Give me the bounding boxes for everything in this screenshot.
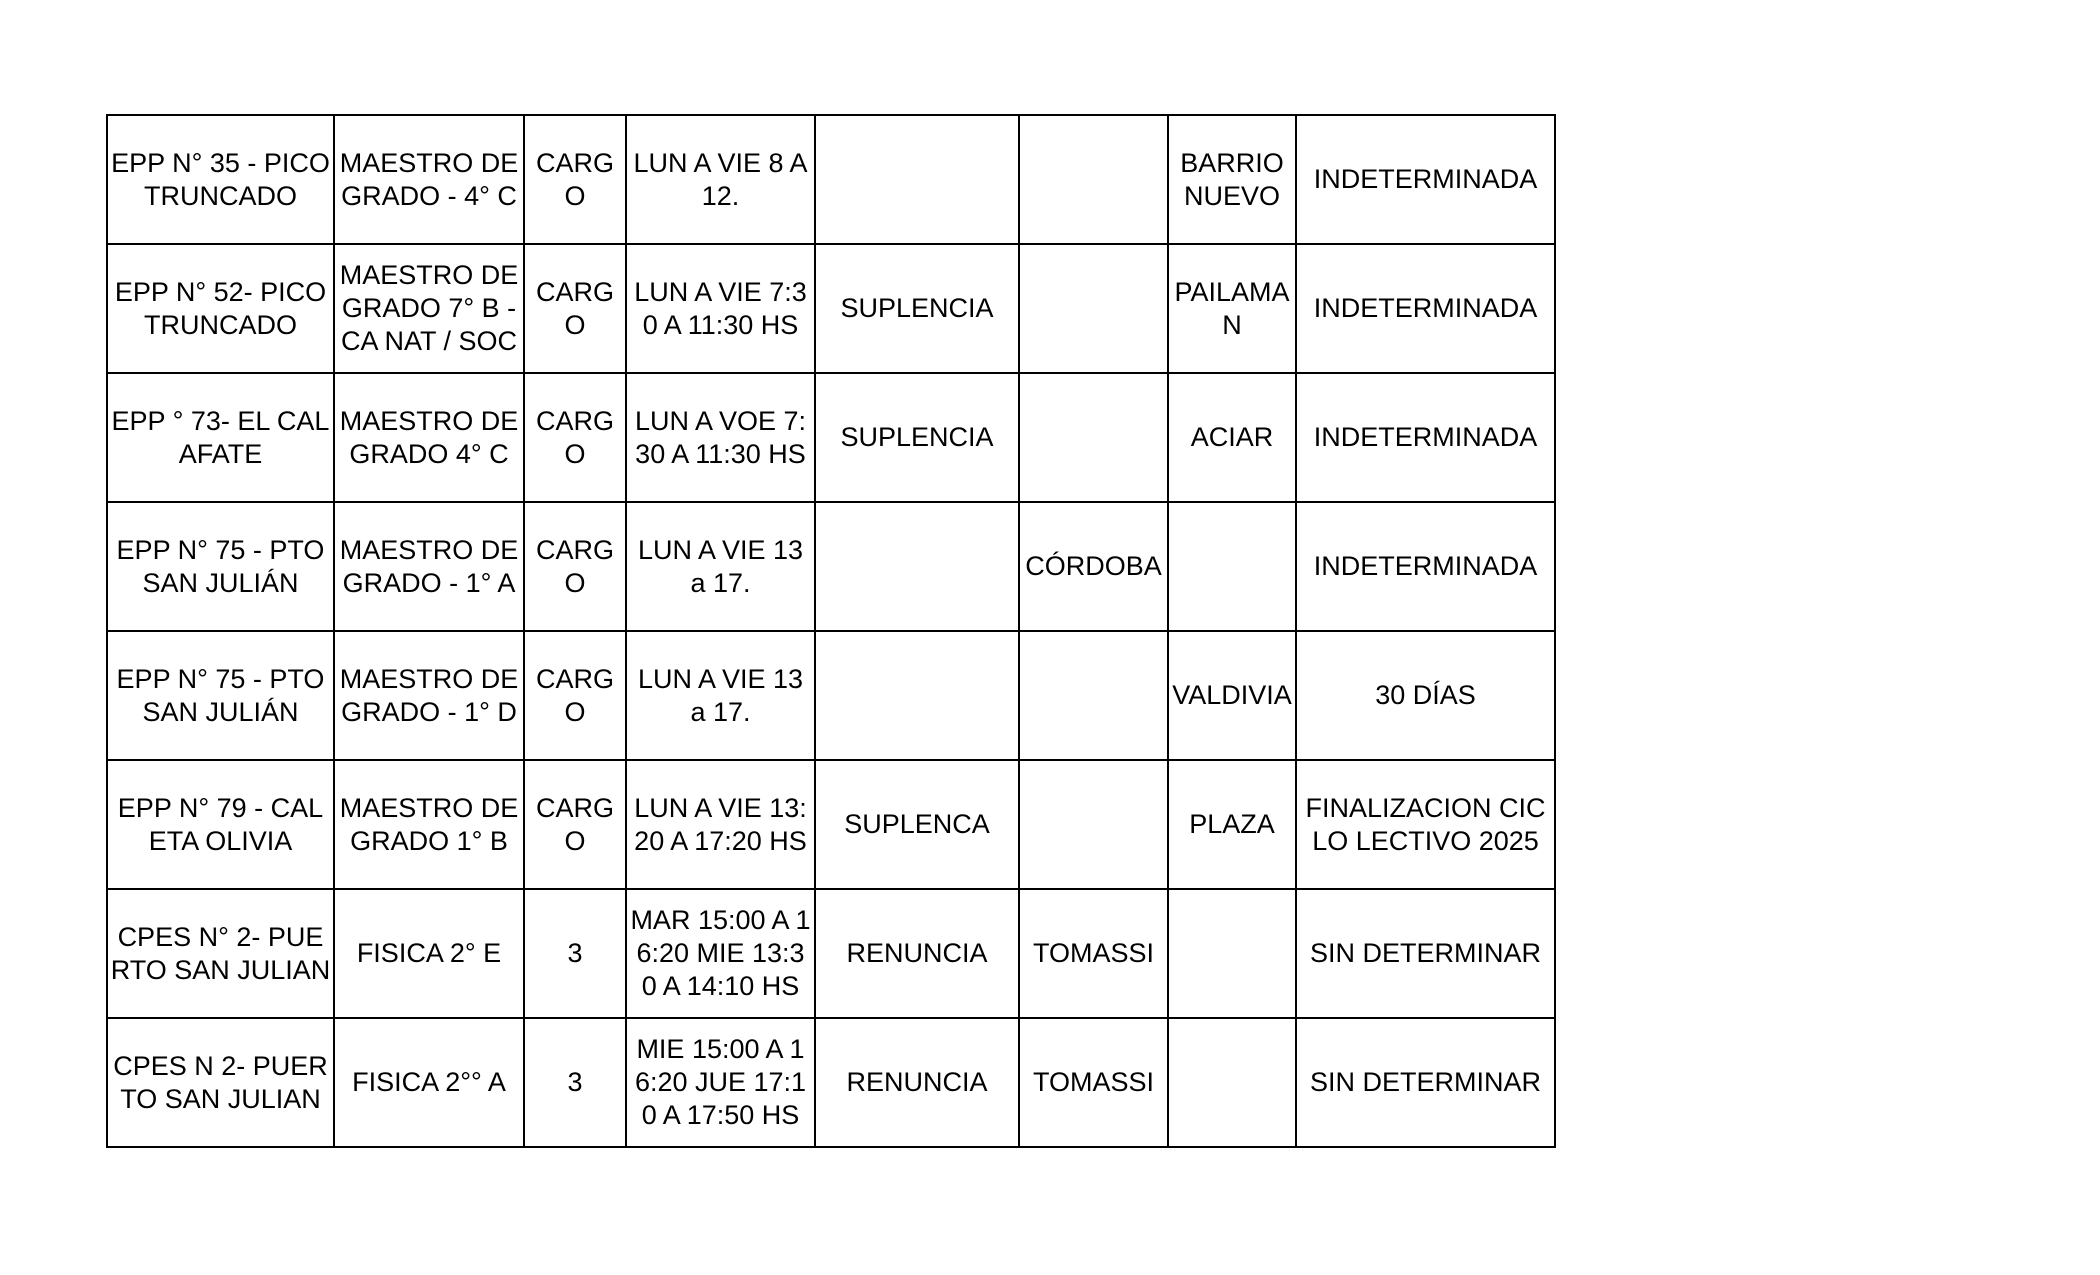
cell-cargo	[334, 631, 524, 760]
cell-situacion	[815, 889, 1019, 1018]
cell-tipo	[524, 1018, 626, 1147]
cell-horario	[626, 244, 815, 373]
cell-situacion	[815, 1018, 1019, 1147]
duracion-text: 30 DÍAS	[1375, 680, 1476, 710]
duracion-text: INDETERMINADA	[1313, 551, 1538, 581]
cell-cargo	[334, 115, 524, 244]
cell-localidad	[1019, 244, 1168, 373]
cargo-text: MAESTRO DE GRADO 4° C	[339, 405, 519, 469]
cell-horario	[626, 760, 815, 889]
duracion-text: INDETERMINADA	[1313, 422, 1538, 452]
cell-horario	[626, 889, 815, 1018]
cell-cargo	[334, 502, 524, 631]
cell-tipo	[524, 115, 626, 244]
cell-horario	[626, 115, 815, 244]
localidad-text: TOMASSI	[1032, 1067, 1155, 1097]
table-body	[107, 115, 1555, 1147]
horario-text: LUN A VIE 13:20 A 17:20 HS	[634, 792, 807, 856]
cell-docente	[1168, 889, 1296, 1018]
escuela-text: EPP ° 73- EL CALAFATE	[111, 405, 330, 469]
docente-text: ACIAR	[1190, 422, 1274, 452]
cell-docente	[1168, 502, 1296, 631]
cell-localidad	[1019, 760, 1168, 889]
cell-tipo	[524, 244, 626, 373]
cell-localidad	[1019, 373, 1168, 502]
cell-situacion	[815, 502, 1019, 631]
situacion-text: SUPLENCA	[844, 809, 990, 839]
table-row	[107, 244, 1555, 373]
tipo-text: CARGO	[535, 147, 614, 211]
docente-text: PAILAMAN	[1174, 276, 1290, 340]
table-row	[107, 760, 1555, 889]
situacion-text: SUPLENCIA	[840, 422, 994, 452]
cell-localidad	[1019, 631, 1168, 760]
escuela-text: EPP N° 52- PICO TRUNCADO	[114, 276, 327, 340]
duracion-text: INDETERMINADA	[1313, 164, 1538, 194]
horario-text: LUN A VIE 7:30 A 11:30 HS	[634, 276, 807, 340]
cell-situacion	[815, 115, 1019, 244]
docente-text: VALDIVIA	[1172, 680, 1292, 710]
duracion-text: SIN DETERMINAR	[1309, 1067, 1542, 1097]
escuela-text: EPP N° 79 - CALETA OLIVIA	[117, 792, 324, 856]
horario-text: LUN A VIE 8 A 12.	[633, 147, 808, 211]
cell-escuela	[107, 889, 334, 1018]
cargo-text: FISICA 2° E	[356, 938, 502, 968]
cell-horario	[626, 631, 815, 760]
horario-text: LUN A VOE 7:30 A 11:30 HS	[634, 405, 807, 469]
cell-horario	[626, 502, 815, 631]
cell-duracion	[1296, 889, 1555, 1018]
localidad-text: CÓRDOBA	[1025, 551, 1162, 581]
document-page	[106, 114, 1556, 1148]
cell-docente	[1168, 244, 1296, 373]
table-row	[107, 631, 1555, 760]
duracion-text: INDETERMINADA	[1313, 293, 1538, 323]
escuela-text: EPP N° 35 - PICO TRUNCADO	[111, 147, 330, 211]
tipo-text: 3	[567, 938, 583, 968]
horario-text: MAR 15:00 A 16:20 MIE 13:30 A 14:10 HS	[630, 905, 811, 1001]
cell-escuela	[107, 1018, 334, 1147]
escuela-text: CPES N 2- PUERTO SAN JULIAN	[113, 1050, 328, 1114]
situacion-text: SUPLENCIA	[840, 293, 994, 323]
cell-escuela	[107, 631, 334, 760]
escuela-text: CPES N° 2- PUERTO SAN JULIAN	[110, 921, 331, 985]
cargo-text: MAESTRO DE GRADO - 4° C	[339, 147, 519, 211]
cargo-text: MAESTRO DE GRADO 1° B	[339, 792, 519, 856]
table-row	[107, 502, 1555, 631]
tipo-text: CARGO	[535, 534, 614, 598]
cargo-text: MAESTRO DE GRADO 7° B - CA NAT / SOC	[339, 260, 519, 356]
cell-escuela	[107, 502, 334, 631]
horario-text: LUN A VIE 13 a 17.	[637, 663, 804, 727]
cell-localidad	[1019, 889, 1168, 1018]
cell-duracion	[1296, 115, 1555, 244]
duracion-text: FINALIZACION CICLO LECTIVO 2025	[1305, 792, 1546, 856]
cargo-text: MAESTRO DE GRADO - 1° D	[339, 663, 519, 727]
cell-duracion	[1296, 373, 1555, 502]
escuela-text: EPP N° 75 - PTO SAN JULIÁN	[116, 663, 325, 727]
cell-cargo	[334, 889, 524, 1018]
cell-situacion	[815, 373, 1019, 502]
cell-localidad	[1019, 1018, 1168, 1147]
cell-cargo	[334, 373, 524, 502]
cell-duracion	[1296, 760, 1555, 889]
cell-cargo	[334, 1018, 524, 1147]
cell-escuela	[107, 244, 334, 373]
horario-text: MIE 15:00 A 16:20 JUE 17:10 A 17:50 HS	[634, 1034, 807, 1130]
cell-cargo	[334, 760, 524, 889]
cell-docente	[1168, 373, 1296, 502]
escuela-text: EPP N° 75 - PTO SAN JULIÁN	[116, 534, 325, 598]
cell-tipo	[524, 631, 626, 760]
tipo-text: CARGO	[535, 276, 614, 340]
cell-docente	[1168, 115, 1296, 244]
cell-duracion	[1296, 502, 1555, 631]
cell-docente	[1168, 760, 1296, 889]
table-row	[107, 373, 1555, 502]
cell-tipo	[524, 373, 626, 502]
cell-escuela	[107, 115, 334, 244]
cell-tipo	[524, 760, 626, 889]
cell-situacion	[815, 760, 1019, 889]
duracion-text: SIN DETERMINAR	[1309, 938, 1542, 968]
horario-text: LUN A VIE 13 a 17.	[637, 534, 804, 598]
cargo-text: MAESTRO DE GRADO - 1° A	[339, 534, 519, 598]
table-row	[107, 115, 1555, 244]
cell-tipo	[524, 889, 626, 1018]
cell-docente	[1168, 631, 1296, 760]
vacancy-table	[106, 114, 1556, 1148]
cell-duracion	[1296, 1018, 1555, 1147]
cell-tipo	[524, 502, 626, 631]
cell-situacion	[815, 631, 1019, 760]
cell-duracion	[1296, 631, 1555, 760]
cell-escuela	[107, 373, 334, 502]
situacion-text: RENUNCIA	[846, 1067, 988, 1097]
localidad-text: TOMASSI	[1032, 938, 1155, 968]
cell-cargo	[334, 244, 524, 373]
docente-text: PLAZA	[1189, 809, 1275, 839]
docente-text: BARRIO NUEVO	[1180, 147, 1284, 211]
tipo-text: CARGO	[535, 792, 614, 856]
cell-horario	[626, 373, 815, 502]
cell-localidad	[1019, 502, 1168, 631]
cell-duracion	[1296, 244, 1555, 373]
situacion-text: RENUNCIA	[846, 938, 988, 968]
tipo-text: CARGO	[535, 405, 614, 469]
table-row	[107, 1018, 1555, 1147]
cell-localidad	[1019, 115, 1168, 244]
cargo-text: FISICA 2°° A	[352, 1067, 506, 1097]
cell-docente	[1168, 1018, 1296, 1147]
cell-situacion	[815, 244, 1019, 373]
cell-horario	[626, 1018, 815, 1147]
tipo-text: CARGO	[535, 663, 614, 727]
cell-escuela	[107, 760, 334, 889]
table-row	[107, 889, 1555, 1018]
tipo-text: 3	[567, 1067, 583, 1097]
